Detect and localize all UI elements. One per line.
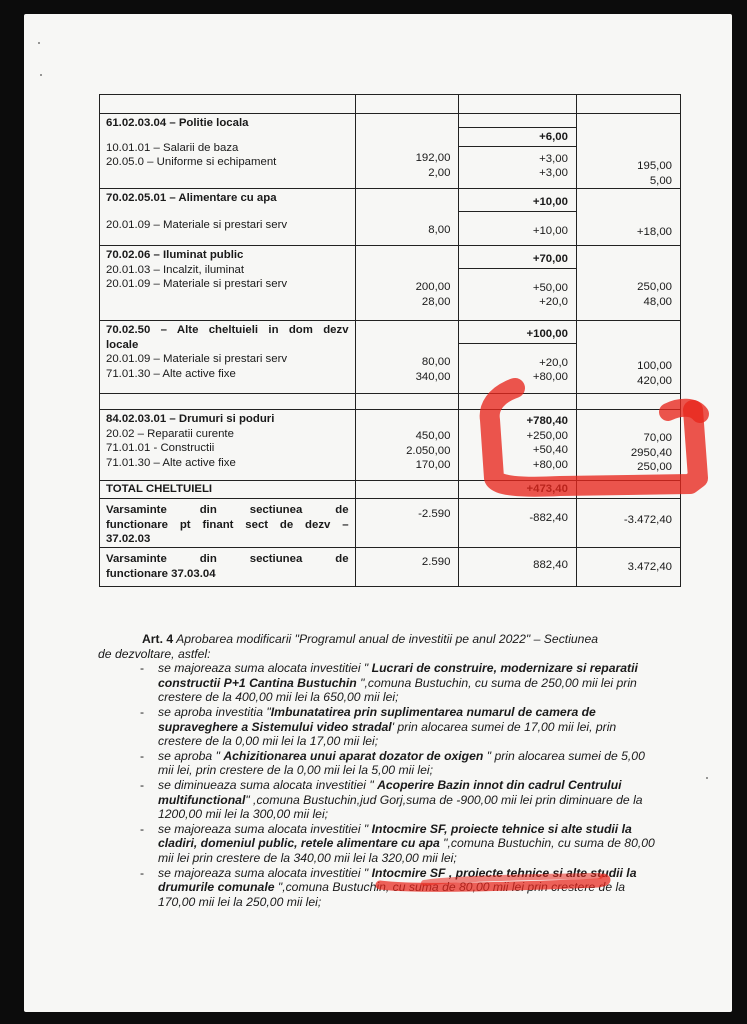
section-total: +780,40 <box>526 415 568 428</box>
red-bracket-marker <box>668 408 700 414</box>
section-total: +100,00 <box>459 325 576 344</box>
section-total: +70,00 <box>459 250 576 269</box>
bullet-marker: - <box>140 748 145 763</box>
value-change: +3,00 <box>539 167 568 180</box>
article-intro-cont: de dezvoltare, astfel: <box>98 646 211 661</box>
value-after: 2950,40 <box>630 446 672 459</box>
section-total: +10,00 <box>459 193 576 212</box>
value-change: +20,0 <box>539 296 568 309</box>
bullet-marker: - <box>140 661 145 676</box>
list-item: - se majoreaza suma alocata investitiei " Intocmire SF, proiecte tehnice si alte studii la cladiri, domeniul public, retele alimentare cu apa ",comuna Bustuchin, cu suma de 80,00 mii lei prin crestere de la 340,00 mii lei la 320,00 mii lei; <box>140 821 655 865</box>
value-change: +50,40 <box>532 444 568 457</box>
value-change: +20,0 <box>539 356 568 369</box>
value-after: 70,00 <box>643 432 672 445</box>
bullet-marker: - <box>140 865 145 880</box>
value-after: 3.472,40 <box>627 561 672 574</box>
list-item: - se aproba " Achizitionarea unui aparat dozator de oxigen " prin alocarea sumei de 5,00 mii lei, prin crestere de la 0,00 mii lei la 5,00 mii lei; <box>140 748 645 778</box>
article-label: Art. 4 <box>142 632 174 646</box>
value-before: 200,00 <box>415 281 451 294</box>
value-before: -2.590 <box>418 508 451 521</box>
section-code: 70.02.06 – Iluminat public <box>106 249 244 262</box>
value-after: +18,00 <box>636 226 672 239</box>
transfer-label: Varsaminte din sectiunea de <box>106 504 349 517</box>
transfer-label: 37.02.03 <box>106 533 151 546</box>
value-before: 340,00 <box>415 370 451 383</box>
list-item: - se majoreaza suma alocata investitiei " Intocmire SF , proiecte tehnice si alte studii la drumurile comunale ",comuna Bustuchin, cu suma de 80,00 mii lei prin crestere de la 170,00 mii lei la 250,00 mii lei; <box>140 865 637 909</box>
value-before: 170,00 <box>415 459 451 472</box>
value-change: -882,40 <box>529 512 568 525</box>
transfer-label: Varsaminte din sectiunea de <box>106 553 349 566</box>
value-after: 420,00 <box>637 374 672 387</box>
value-before: 2,00 <box>428 166 451 179</box>
value-change: +3,00 <box>539 152 568 165</box>
value-before: 2.590 <box>421 556 451 569</box>
value-change: +10,00 <box>532 224 568 237</box>
section-total: +6,00 <box>459 127 576 147</box>
value-before: 450,00 <box>415 430 451 443</box>
value-after: 195,00 <box>637 160 672 172</box>
section-code-continued: locale <box>106 338 139 351</box>
value-after: 5,00 <box>649 174 672 187</box>
value-before: 80,00 <box>421 356 451 369</box>
list-item: - se aproba investitia "Imbunatatirea prin suplimentarea numarul de camera de supraveghere a Sistemului video stradal' prin alocarea sumei de 17,00 mii lei, prin crestere de la 0,00 mii lei la 17,00 mii lei; <box>140 704 617 749</box>
line-item-label: 10.01.01 – Salarii de baza <box>106 141 239 154</box>
transfer-label: functionare 37.03.04 <box>106 567 216 580</box>
value-after: 100,00 <box>637 360 672 373</box>
transfer-label: functionare pt finant sect de dezv – <box>106 518 349 531</box>
total-change: +473,40 <box>526 483 568 496</box>
section-code: 70.02.05.01 – Alimentare cu apa <box>106 192 277 205</box>
value-after: 250,00 <box>637 461 672 474</box>
value-change: 882,40 <box>533 559 568 572</box>
line-item-label: 20.01.09 – Materiale si prestari serv <box>106 353 288 366</box>
line-item-label: 71.01.01 - Constructii <box>106 442 215 455</box>
list-item: - se diminueaza suma alocata investitiei " Acoperire Bazin innot din cadrul Centrului multifunctional" ,comuna Bustuchin,jud Gorj,suma de -900,00 mii lei prin diminuare de la 1200,00 mii lei la 300,00 mii lei; <box>140 777 643 822</box>
section-code: 84.02.03.01 – Drumuri si poduri <box>106 413 275 426</box>
value-after: 48,00 <box>643 295 672 308</box>
line-item-label: 20.05.0 – Uniforme si echipament <box>106 156 277 169</box>
line-item-label: 20.01.09 – Materiale si prestari serv <box>106 218 288 231</box>
value-before: 2.050,00 <box>406 444 451 457</box>
list-item: - se majoreaza suma alocata investitiei " Lucrari de construire, modernizare si reparatii constructii P+1 Cantina Bustuchin ",comuna Bustuchin, cu suma de 250,00 mii lei prin crestere de la 400,00 mii lei la 650,00 mii lei; <box>140 661 638 705</box>
total-label: TOTAL CHELTUIELI <box>106 483 213 496</box>
line-item-label: 20.01.03 – Incalzit, iluminat <box>106 263 245 276</box>
value-after: 250,00 <box>637 281 672 294</box>
line-item-label: 20.02 – Reparatii curente <box>106 427 234 440</box>
value-before: 8,00 <box>428 224 451 237</box>
value-before: 28,00 <box>421 295 451 308</box>
value-before: 192,00 <box>415 152 451 164</box>
line-item-label: 71.01.30 – Alte active fixe <box>106 456 236 469</box>
value-change: +50,00 <box>532 281 568 294</box>
value-change: +250,00 <box>526 429 568 442</box>
bullet-marker: - <box>140 821 145 836</box>
line-item-label: 71.01.30 – Alte active fixe <box>106 367 236 380</box>
value-change: +80,00 <box>532 371 568 384</box>
value-change: +80,00 <box>532 458 568 471</box>
line-item-label: 20.01.09 – Materiale si prestari serv <box>106 278 288 291</box>
article-intro-text: Aprobarea modificarii "Programul anual de investitii pe anul 2022" – Sectiunea <box>173 632 599 646</box>
value-after: -3.472,40 <box>623 514 672 527</box>
section-code: 70.02.50 – Alte cheltuieli in dom dezv <box>106 324 349 337</box>
bullet-marker: - <box>140 704 145 719</box>
bullet-marker: - <box>140 777 145 792</box>
section-code: 61.02.03.04 – Politie locala <box>106 117 249 129</box>
